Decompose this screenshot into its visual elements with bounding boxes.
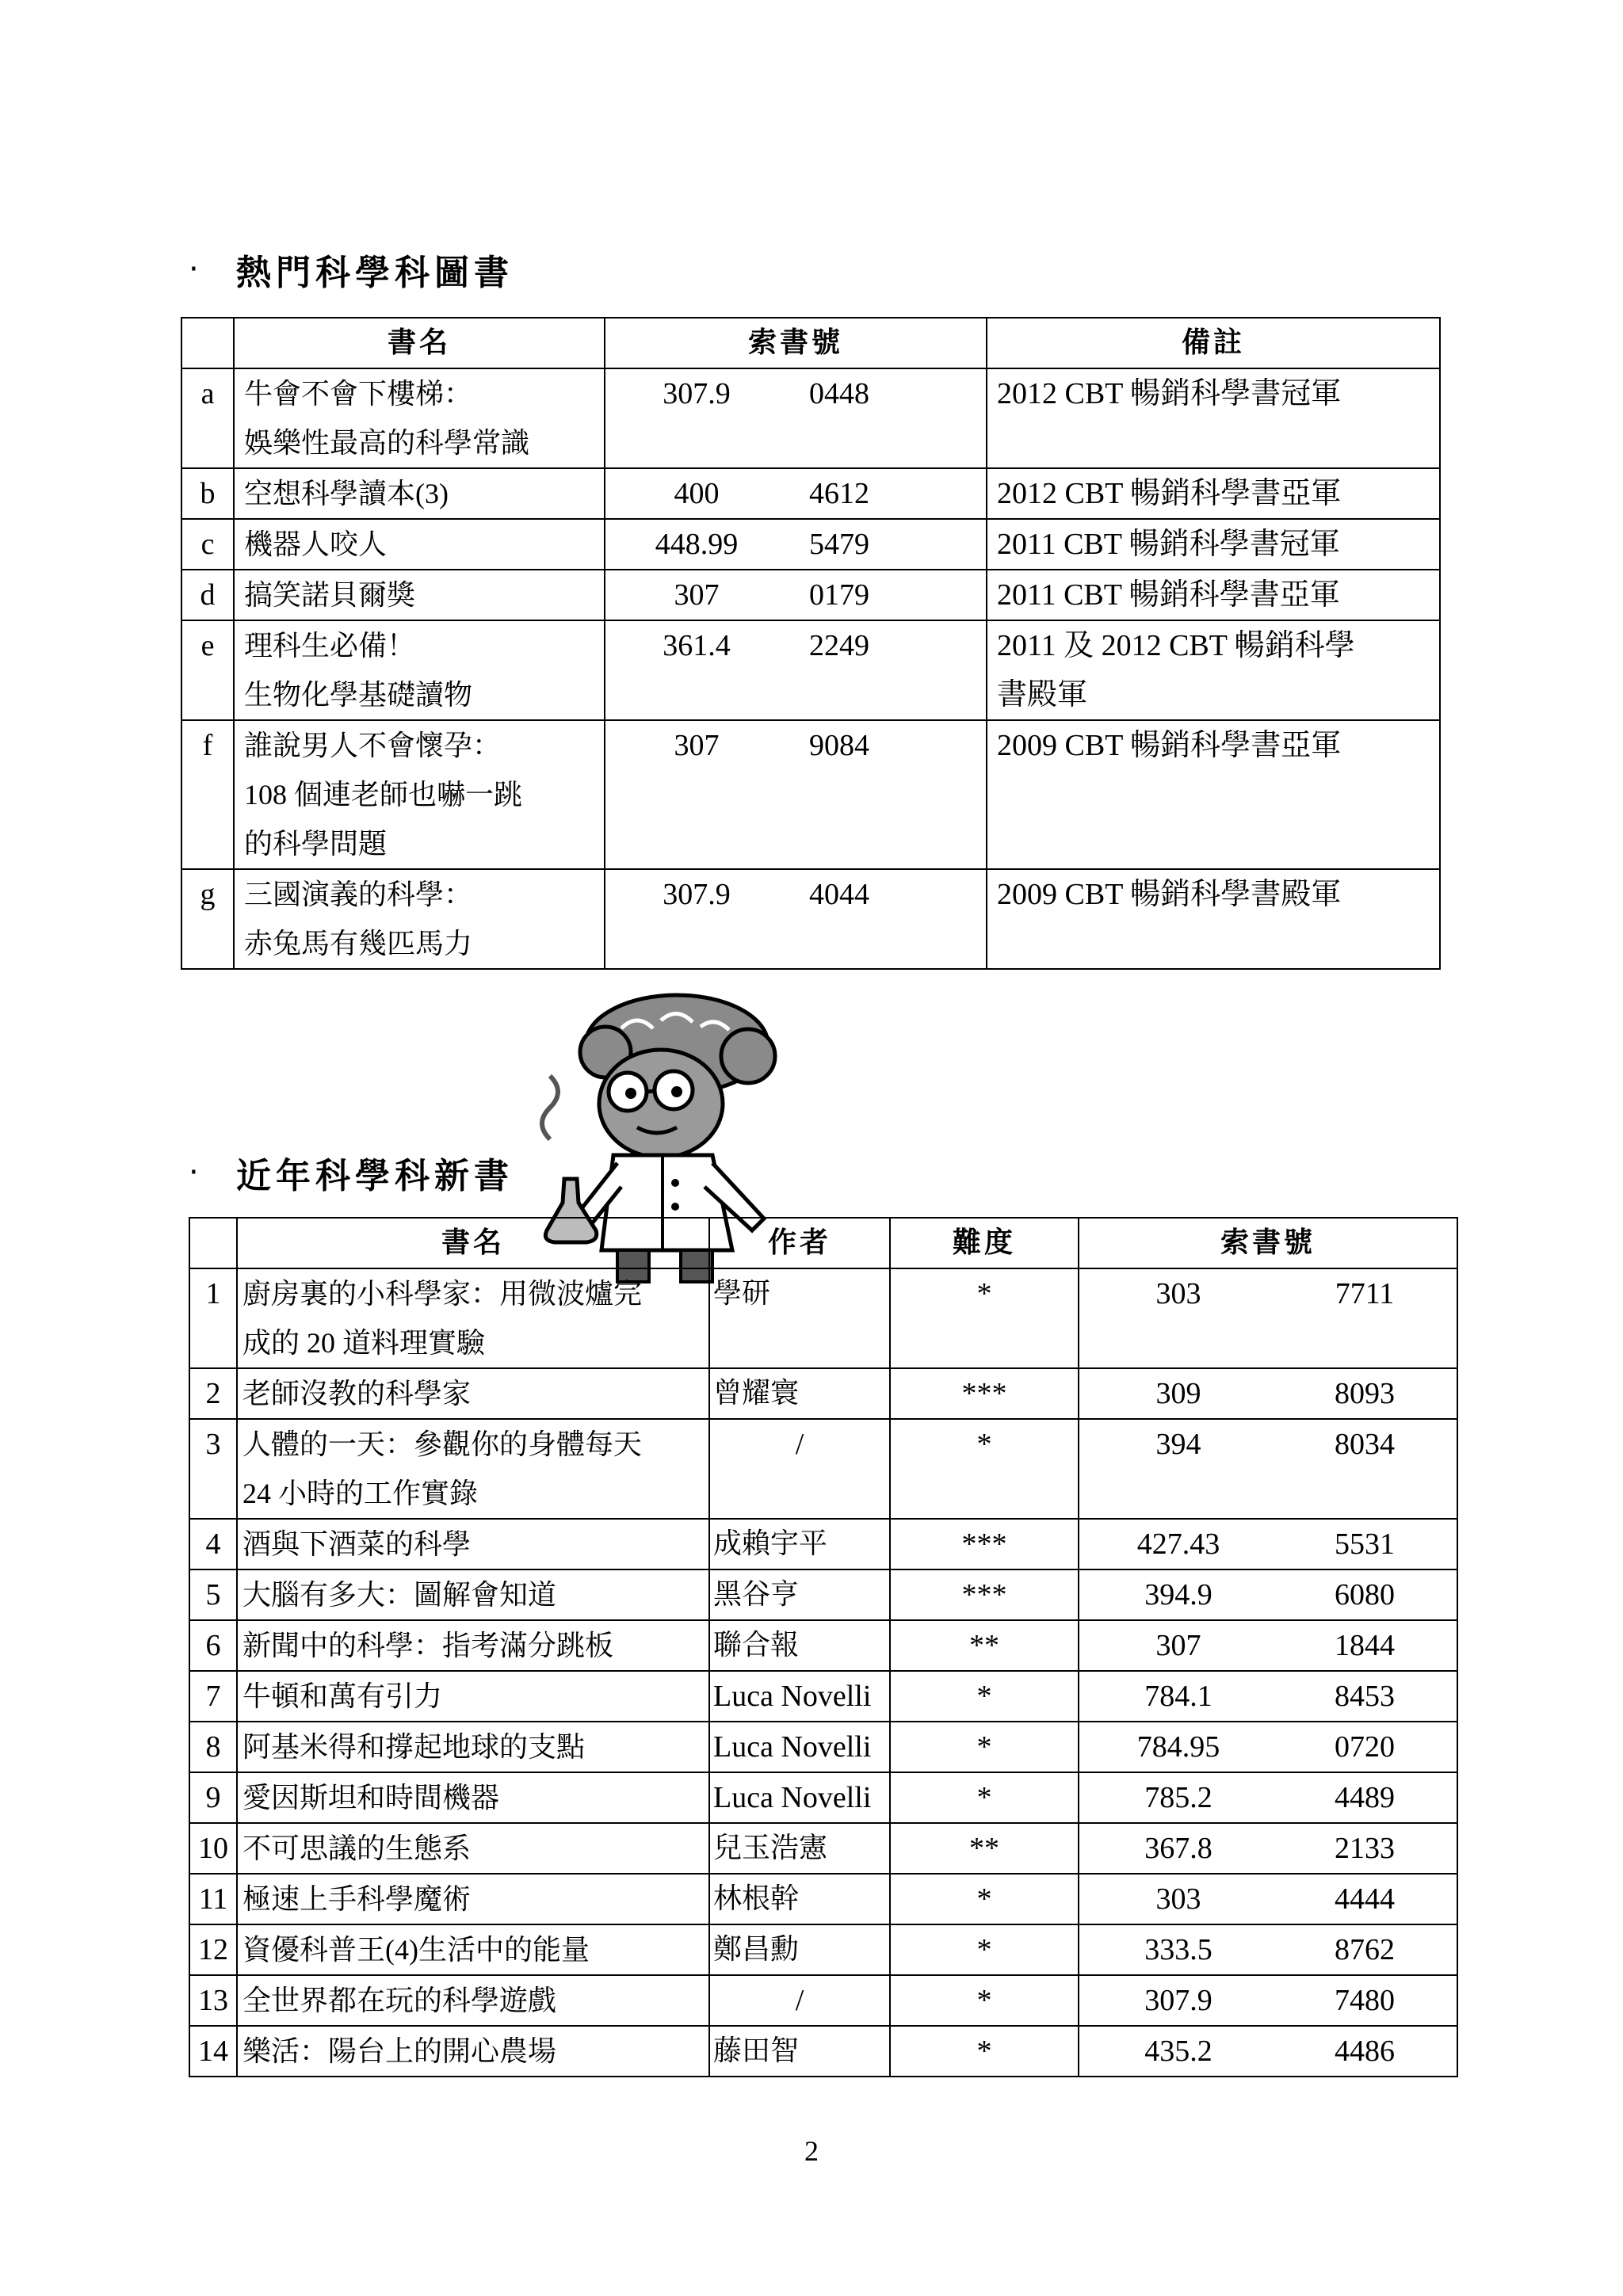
table-row <box>181 620 1440 720</box>
book-title-line: 樂活：陽台上的開心農場 <box>242 2035 557 2067</box>
author-number: 5531 <box>1335 1527 1395 1561</box>
new-books-table <box>189 1217 1458 2077</box>
header-remarks: 備註 <box>987 318 1440 368</box>
remark-line: 2012 CBT 暢銷科學書冠軍 <box>997 377 1342 410</box>
difficulty-cell: * <box>890 1671 1079 1722</box>
book-title-line: 赤兔馬有幾匹馬力 <box>244 928 473 959</box>
difficulty-cell: * <box>890 1722 1079 1772</box>
table-row <box>189 1419 1457 1519</box>
remark-line: 2009 CBT 暢銷科學書殿軍 <box>997 878 1342 911</box>
book-title-line: 娛樂性最高的科學常識 <box>244 427 530 459</box>
book-title-line: 人體的一天：參觀你的身體每天 <box>242 1428 643 1460</box>
author-cell: / <box>709 1975 890 2026</box>
call-number <box>605 870 986 919</box>
call-number <box>1079 1722 1457 1772</box>
book-title-cell <box>237 1268 709 1368</box>
book-title-cell <box>237 1975 709 2026</box>
author-cell: Luca Novelli <box>709 1722 890 1772</box>
author-number: 6080 <box>1335 1578 1395 1611</box>
difficulty-cell: * <box>890 1419 1079 1519</box>
header-title: 書名 <box>234 318 605 368</box>
call-number <box>1079 1976 1457 2025</box>
remark-line: 2012 CBT 暢銷科學書亞軍 <box>997 477 1342 510</box>
author-cell: 學研 <box>709 1268 890 1368</box>
remark-cell <box>987 468 1440 519</box>
table-row <box>189 2026 1457 2077</box>
book-title-line: 機器人咬人 <box>244 528 388 560</box>
call-number <box>1079 1570 1457 1619</box>
book-title-cell <box>234 468 605 519</box>
book-title-line: 空想科學讀本(3) <box>244 478 449 509</box>
difficulty-cell: *** <box>890 1519 1079 1569</box>
table-row <box>181 368 1440 468</box>
call-number-cell <box>1079 1772 1457 1823</box>
author-number: 8093 <box>1335 1377 1395 1410</box>
section2-heading <box>189 1147 514 1198</box>
table-row <box>189 1722 1457 1772</box>
row-id: 14 <box>189 2026 237 2077</box>
book-title-cell <box>234 620 605 720</box>
call-number-cell <box>1079 1569 1457 1620</box>
call-number <box>605 369 986 418</box>
book-title-line: 阿基米得和撐起地球的支點 <box>242 1731 586 1763</box>
book-title-line: 牛會不會下樓梯： <box>244 378 473 410</box>
remark-cell <box>987 519 1440 570</box>
book-title-cell <box>237 1722 709 1772</box>
remark-cell <box>987 570 1440 620</box>
call-number <box>605 721 986 770</box>
author-cell: 成賴宇平 <box>709 1519 890 1569</box>
remark-line: 2011 CBT 暢銷科學書冠軍 <box>997 528 1340 561</box>
call-number-cell <box>1079 1975 1457 2026</box>
author-cell: 兒玉浩憲 <box>709 1823 890 1874</box>
table-row <box>189 1874 1457 1924</box>
call-number-cell <box>605 720 987 869</box>
remark-cell <box>987 720 1440 869</box>
header-difficulty: 難度 <box>890 1218 1079 1268</box>
book-title-cell <box>237 1419 709 1519</box>
book-title-line: 愛因斯坦和時間機器 <box>242 1782 500 1814</box>
book-title-line: 理科生必備！ <box>244 630 416 662</box>
remark-cell <box>987 869 1440 969</box>
table-row <box>189 1268 1457 1368</box>
author-number: 9084 <box>809 729 869 762</box>
difficulty-cell: * <box>890 1975 1079 2026</box>
author-cell: 聯合報 <box>709 1620 890 1671</box>
header-title: 書名 <box>237 1218 709 1268</box>
table-row <box>189 1772 1457 1823</box>
call-number-cell <box>605 570 987 620</box>
call-number <box>1079 1621 1457 1670</box>
book-title-cell <box>234 570 605 620</box>
row-id: b <box>181 468 234 519</box>
header-index <box>189 1218 237 1268</box>
book-title-line: 不可思議的生態系 <box>242 1833 472 1864</box>
author-cell: Luca Novelli <box>709 1772 890 1823</box>
author-number: 2133 <box>1335 1832 1395 1865</box>
call-number <box>1079 1672 1457 1721</box>
author-number: 7480 <box>1335 1984 1395 2017</box>
row-id: 9 <box>189 1772 237 1823</box>
call-number-cell <box>1079 1924 1457 1975</box>
section1-title: 熱門科學科圖書 <box>236 253 514 293</box>
author-number: 8453 <box>1335 1680 1395 1713</box>
difficulty-cell: * <box>890 1924 1079 1975</box>
author-number: 8034 <box>1335 1428 1395 1461</box>
book-title-cell <box>234 519 605 570</box>
book-title-line: 三國演義的科學： <box>244 879 473 910</box>
table-row <box>189 1368 1457 1419</box>
row-id: 12 <box>189 1924 237 1975</box>
scientist-face-icon <box>599 1050 723 1158</box>
author-number: 7711 <box>1335 1277 1395 1310</box>
row-id: 3 <box>189 1419 237 1519</box>
section2-title: 近年科學科新書 <box>236 1156 514 1196</box>
book-title-cell <box>237 1874 709 1924</box>
remark-line: 2011 及 2012 CBT 暢銷科學 <box>997 629 1355 662</box>
row-id: 7 <box>189 1671 237 1722</box>
row-id: 4 <box>189 1519 237 1569</box>
author-number: 2249 <box>809 629 869 662</box>
row-id: d <box>181 570 234 620</box>
table-header-row <box>189 1218 1457 1268</box>
remark-cell <box>987 620 1440 720</box>
book-title-cell <box>237 1620 709 1671</box>
difficulty-cell: ** <box>890 1823 1079 1874</box>
class-number: 333.5 <box>1144 1933 1212 1966</box>
table-row <box>189 1620 1457 1671</box>
call-number <box>1079 2027 1457 2076</box>
header-call-number: 索書號 <box>1079 1218 1457 1268</box>
popular-books-table <box>181 317 1441 970</box>
author-number: 0448 <box>809 377 869 410</box>
class-number: 394 <box>1155 1428 1201 1461</box>
table-row <box>189 1924 1457 1975</box>
book-title-line: 廚房裏的小科學家：用微波爐完 <box>242 1278 643 1310</box>
row-id: e <box>181 620 234 720</box>
book-title-line: 牛頓和萬有引力 <box>242 1680 443 1712</box>
header-index <box>181 318 234 368</box>
row-id: 2 <box>189 1368 237 1419</box>
call-number <box>605 469 986 518</box>
author-number: 0720 <box>1335 1730 1395 1764</box>
remark-line: 2011 CBT 暢銷科學書亞軍 <box>997 578 1340 612</box>
section1-bullet: · <box>189 251 204 288</box>
call-number-cell <box>1079 2026 1457 2077</box>
row-id: 8 <box>189 1722 237 1772</box>
author-number: 0179 <box>809 578 869 612</box>
call-number <box>1079 1773 1457 1822</box>
author-cell: Luca Novelli <box>709 1671 890 1722</box>
row-id: 6 <box>189 1620 237 1671</box>
page-number: 2 <box>804 2135 819 2167</box>
book-title-cell <box>237 1924 709 1975</box>
call-number-cell <box>1079 1368 1457 1419</box>
call-number-cell <box>1079 1722 1457 1772</box>
row-id: 10 <box>189 1823 237 1874</box>
class-number: 307.9 <box>1144 1984 1212 2017</box>
difficulty-cell: * <box>890 1874 1079 1924</box>
class-number: 307.9 <box>663 377 731 410</box>
class-number: 784.1 <box>1144 1680 1212 1713</box>
class-number: 427.43 <box>1136 1527 1220 1561</box>
book-title-line: 108 個連老師也嚇一跳 <box>244 779 523 810</box>
author-cell: 林根幹 <box>709 1874 890 1924</box>
book-title-line: 搞笑諾貝爾獎 <box>244 579 416 611</box>
header-call-number: 索書號 <box>605 318 987 368</box>
author-number: 4444 <box>1335 1882 1395 1916</box>
book-title-cell <box>234 720 605 869</box>
call-number-cell <box>1079 1823 1457 1874</box>
row-id: f <box>181 720 234 869</box>
table-row <box>189 1671 1457 1722</box>
remark-line: 書殿軍 <box>997 678 1088 711</box>
class-number: 309 <box>1155 1377 1201 1410</box>
row-id: 13 <box>189 1975 237 2026</box>
book-title-cell <box>237 1823 709 1874</box>
book-title-line: 新聞中的科學：指考滿分跳板 <box>242 1630 614 1661</box>
difficulty-cell: *** <box>890 1569 1079 1620</box>
author-cell: 藤田智 <box>709 2026 890 2077</box>
book-title-line: 的科學問題 <box>244 828 388 860</box>
row-id: 1 <box>189 1268 237 1368</box>
class-number: 785.2 <box>1144 1781 1212 1814</box>
table-row <box>189 1823 1457 1874</box>
call-number-cell <box>1079 1874 1457 1924</box>
class-number: 367.8 <box>1144 1832 1212 1865</box>
call-number <box>1079 1369 1457 1418</box>
difficulty-cell: * <box>890 1268 1079 1368</box>
class-number: 394.9 <box>1144 1578 1212 1611</box>
difficulty-cell: ** <box>890 1620 1079 1671</box>
section1-heading <box>189 244 514 295</box>
class-number: 784.95 <box>1136 1730 1220 1764</box>
row-id: 11 <box>189 1874 237 1924</box>
row-id: a <box>181 368 234 468</box>
call-number-cell <box>605 620 987 720</box>
author-number: 4486 <box>1335 2035 1395 2068</box>
call-number-cell <box>1079 1419 1457 1519</box>
class-number: 435.2 <box>1144 2035 1212 2068</box>
row-id: 5 <box>189 1569 237 1620</box>
table-row <box>189 1569 1457 1620</box>
book-title-cell <box>237 1519 709 1569</box>
call-number <box>605 520 986 569</box>
class-number: 307 <box>674 729 720 762</box>
book-title-cell <box>237 1671 709 1722</box>
call-number-cell <box>605 869 987 969</box>
call-number-cell <box>1079 1620 1457 1671</box>
remark-line: 2009 CBT 暢銷科學書亞軍 <box>997 729 1342 762</box>
book-title-cell <box>237 1772 709 1823</box>
call-number <box>1079 1824 1457 1873</box>
class-number: 400 <box>674 477 720 510</box>
table-row <box>189 1975 1457 2026</box>
book-title-cell <box>234 368 605 468</box>
book-title-line: 酒與下酒菜的科學 <box>242 1528 472 1560</box>
class-number: 361.4 <box>663 629 731 662</box>
author-number: 1844 <box>1335 1629 1395 1662</box>
call-number <box>1079 1925 1457 1974</box>
difficulty-cell: * <box>890 2026 1079 2077</box>
row-id: g <box>181 869 234 969</box>
class-number: 307 <box>1155 1629 1201 1662</box>
call-number-cell <box>605 368 987 468</box>
book-title-cell <box>234 869 605 969</box>
book-title-line: 誰說男人不會懷孕： <box>244 730 502 761</box>
call-number <box>1079 1520 1457 1569</box>
call-number-cell <box>605 519 987 570</box>
remark-cell <box>987 368 1440 468</box>
table-row <box>181 519 1440 570</box>
class-number: 303 <box>1155 1882 1201 1916</box>
call-number <box>605 621 986 670</box>
book-title-line: 資優科普王(4)生活中的能量 <box>242 1934 590 1966</box>
call-number <box>605 570 986 620</box>
table-row <box>181 468 1440 519</box>
table-row <box>181 869 1440 969</box>
call-number-cell <box>1079 1519 1457 1569</box>
author-cell: / <box>709 1419 890 1519</box>
author-number: 5479 <box>809 528 869 561</box>
difficulty-cell: *** <box>890 1368 1079 1419</box>
author-number: 8762 <box>1335 1933 1395 1966</box>
book-title-cell <box>237 1368 709 1419</box>
book-title-line: 大腦有多大：圖解會知道 <box>242 1579 557 1611</box>
book-title-line: 24 小時的工作實錄 <box>242 1478 479 1509</box>
class-number: 448.99 <box>655 528 739 561</box>
book-title-line: 老師沒教的科學家 <box>242 1378 472 1409</box>
table-row <box>181 570 1440 620</box>
table-row <box>181 720 1440 869</box>
call-number-cell <box>605 468 987 519</box>
call-number <box>1079 1875 1457 1924</box>
table-row <box>189 1519 1457 1569</box>
class-number: 303 <box>1155 1277 1201 1310</box>
class-number: 307 <box>674 578 720 612</box>
book-title-line: 成的 20 道料理實驗 <box>242 1327 486 1359</box>
book-title-line: 極速上手科學魔術 <box>242 1883 472 1915</box>
call-number-cell <box>1079 1671 1457 1722</box>
author-number: 4044 <box>809 878 869 911</box>
author-cell: 曾耀寰 <box>709 1368 890 1419</box>
book-title-line: 生物化學基礎讀物 <box>244 679 473 711</box>
book-title-line: 全世界都在玩的科學遊戲 <box>242 1985 557 2016</box>
table-header-row <box>181 318 1440 368</box>
book-title-cell <box>237 1569 709 1620</box>
call-number <box>1079 1269 1457 1318</box>
author-number: 4489 <box>1335 1781 1395 1814</box>
difficulty-cell: * <box>890 1772 1079 1823</box>
author-cell: 黑谷亨 <box>709 1569 890 1620</box>
call-number-cell <box>1079 1268 1457 1368</box>
row-id: c <box>181 519 234 570</box>
book-title-cell <box>237 2026 709 2077</box>
author-cell: 鄭昌勳 <box>709 1924 890 1975</box>
call-number <box>1079 1420 1457 1469</box>
section2-bullet: · <box>189 1154 204 1191</box>
author-number: 4612 <box>809 477 869 510</box>
class-number: 307.9 <box>663 878 731 911</box>
header-author: 作者 <box>709 1218 890 1268</box>
